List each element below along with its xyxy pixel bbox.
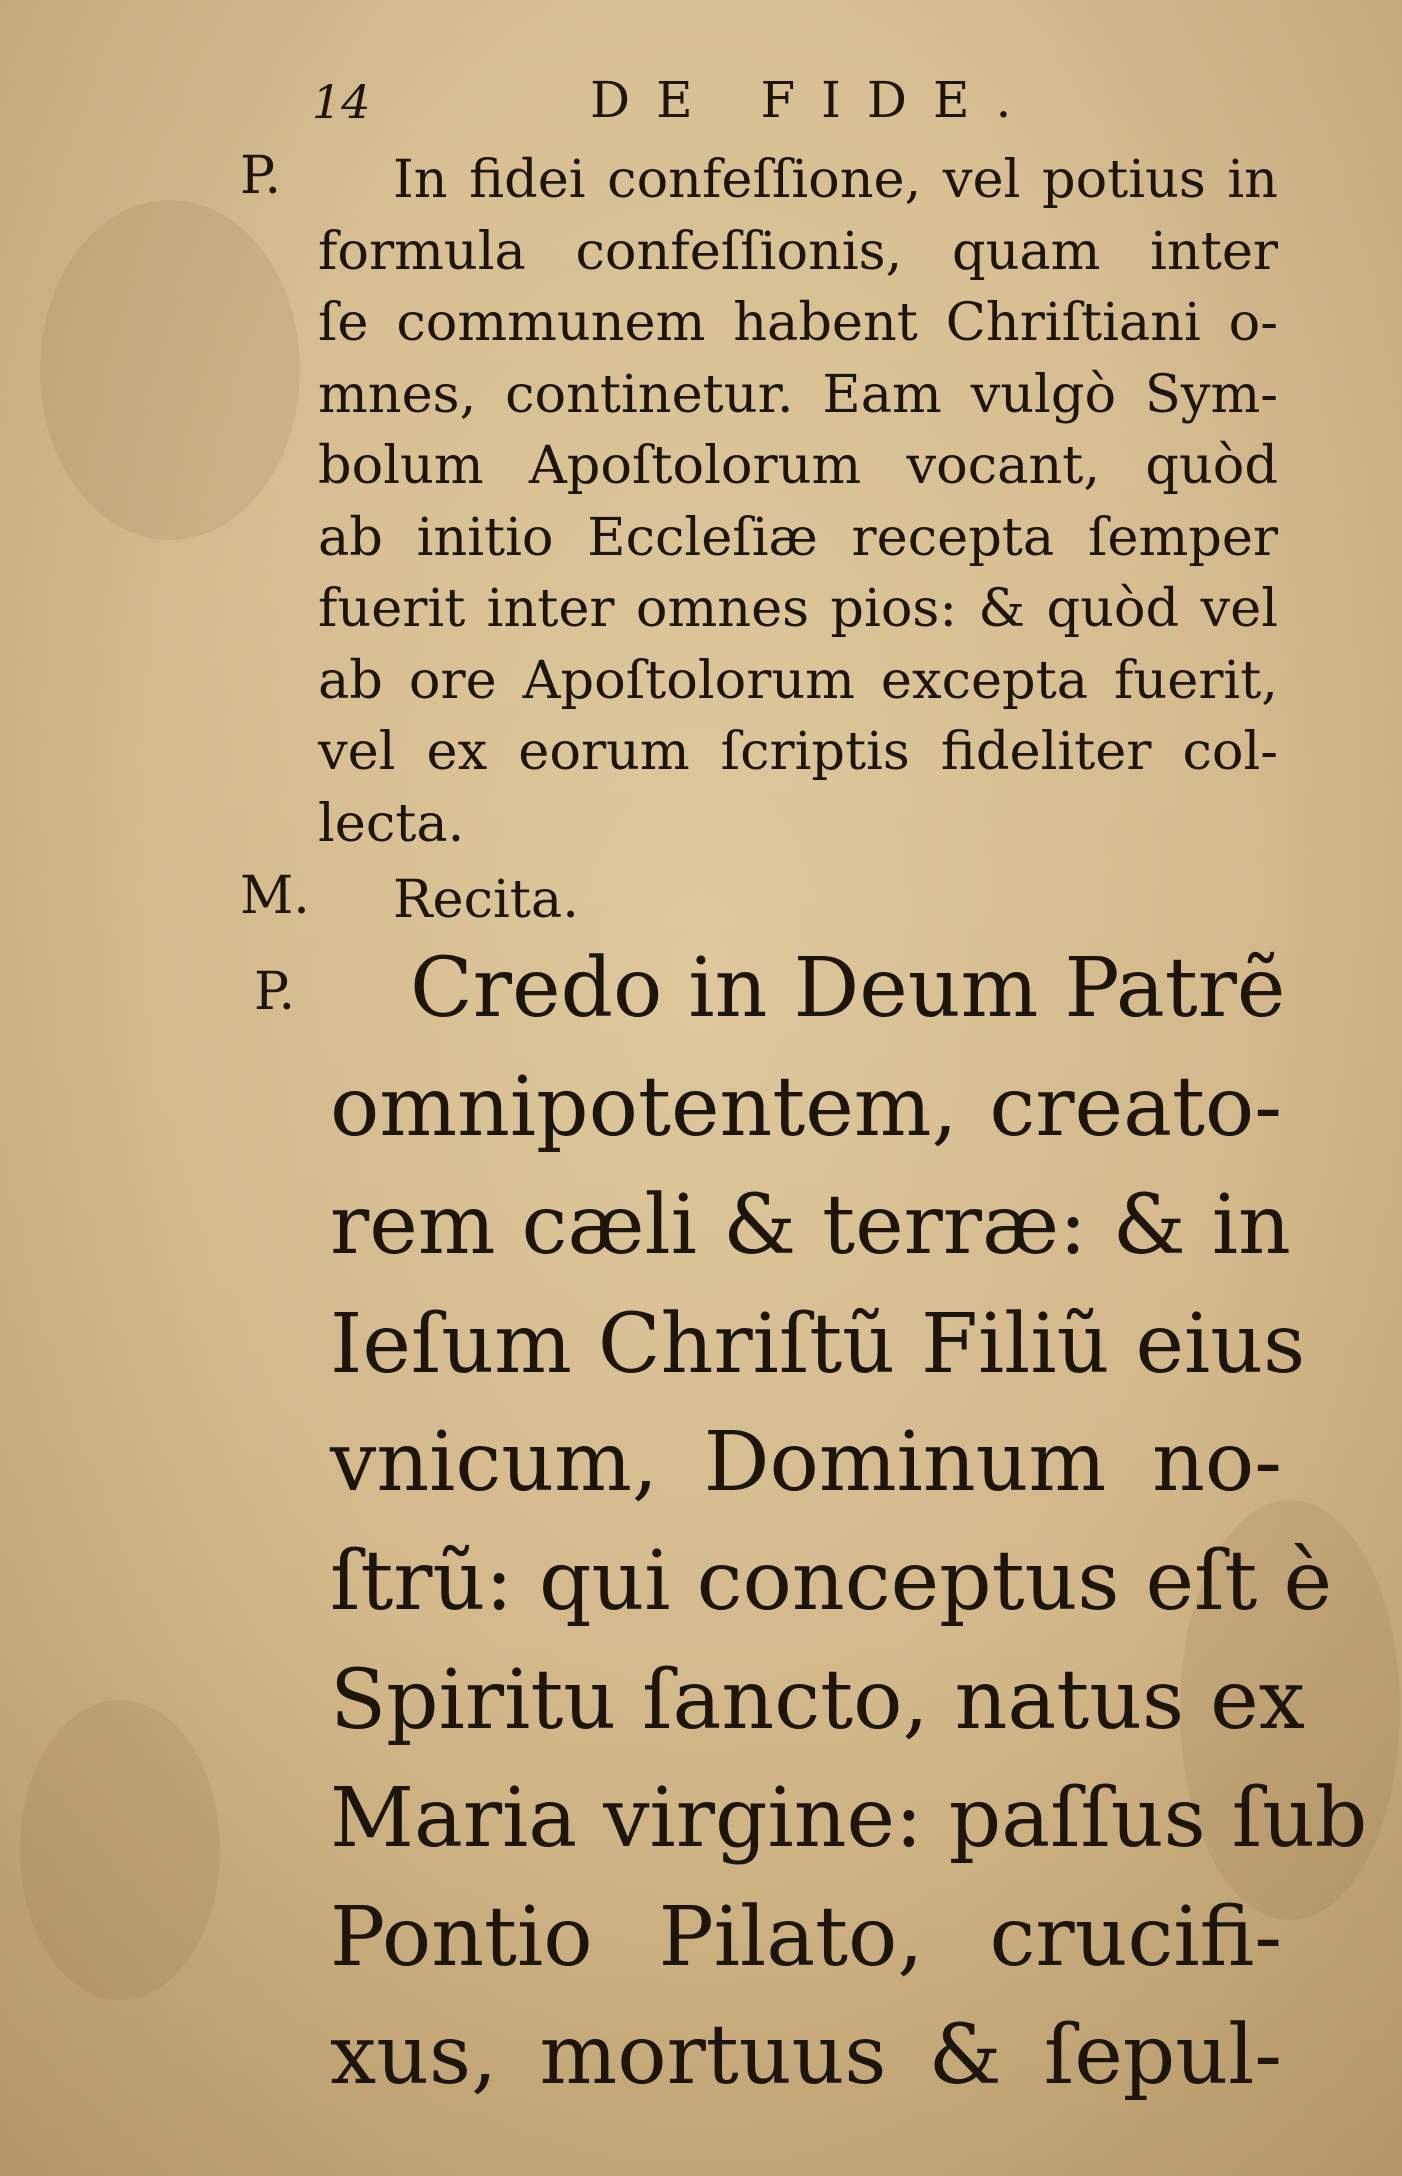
running-title: DE FIDE. <box>590 71 1038 129</box>
text-line: ab initio Eccleſiæ recepta ſemper <box>318 506 1278 568</box>
text-line: Recita. <box>393 869 579 930</box>
text-line: Ieſum Chriſtũ Filiũ eius <box>330 1296 1306 1392</box>
answer-paragraph <box>318 144 1278 859</box>
page-number: 14 <box>312 75 371 129</box>
text-line: In fidei confeſſione, vel potius in <box>393 149 1278 210</box>
speaker-label-pupil: P. <box>240 146 281 206</box>
speaker-label-pupil: P. <box>254 962 295 1022</box>
paper-stain <box>40 200 300 540</box>
text-line: ab ore Apoſtolorum excepta fuerit, <box>318 649 1278 711</box>
text-line: Credo in Deum Patrẽ <box>410 941 1286 1036</box>
text-line: rem cæli & terræ: & in <box>330 1178 1291 1274</box>
text-line: formula confeſſionis, quam inter <box>318 220 1278 282</box>
creed-text <box>330 930 1368 2116</box>
text-line: ſe communem habent Chriſtiani o- <box>318 292 1278 353</box>
text-line: lecta. <box>318 792 465 854</box>
paper-stain <box>20 1700 220 2000</box>
text-line: mnes, continetur. Eam vulgò Sym- <box>318 363 1278 425</box>
speaker-label-master: M. <box>240 866 310 926</box>
master-prompt <box>318 864 1278 936</box>
text-line: bolum Apoſtolorum vocant, quòd <box>318 435 1278 496</box>
text-line: omnipotentem, creato- <box>330 1059 1282 1155</box>
text-line: vel ex eorum ſcriptis fideliter col- <box>318 721 1278 782</box>
text-line: ſtrũ: qui conceptus eſt è <box>330 1533 1332 1629</box>
text-line: xus, mortuus & ſepul- <box>330 2008 1282 2104</box>
text-line: fuerit inter omnes pios: & quòd vel <box>318 578 1278 639</box>
text-line: Maria virgine: paſſus ſub <box>330 1771 1368 1867</box>
text-line: Pontio Pilato, crucifi- <box>330 1889 1282 1985</box>
text-line: Spiritu ſancto, natus ex <box>330 1652 1305 1748</box>
text-line: vnicum, Dominum no- <box>330 1415 1282 1511</box>
